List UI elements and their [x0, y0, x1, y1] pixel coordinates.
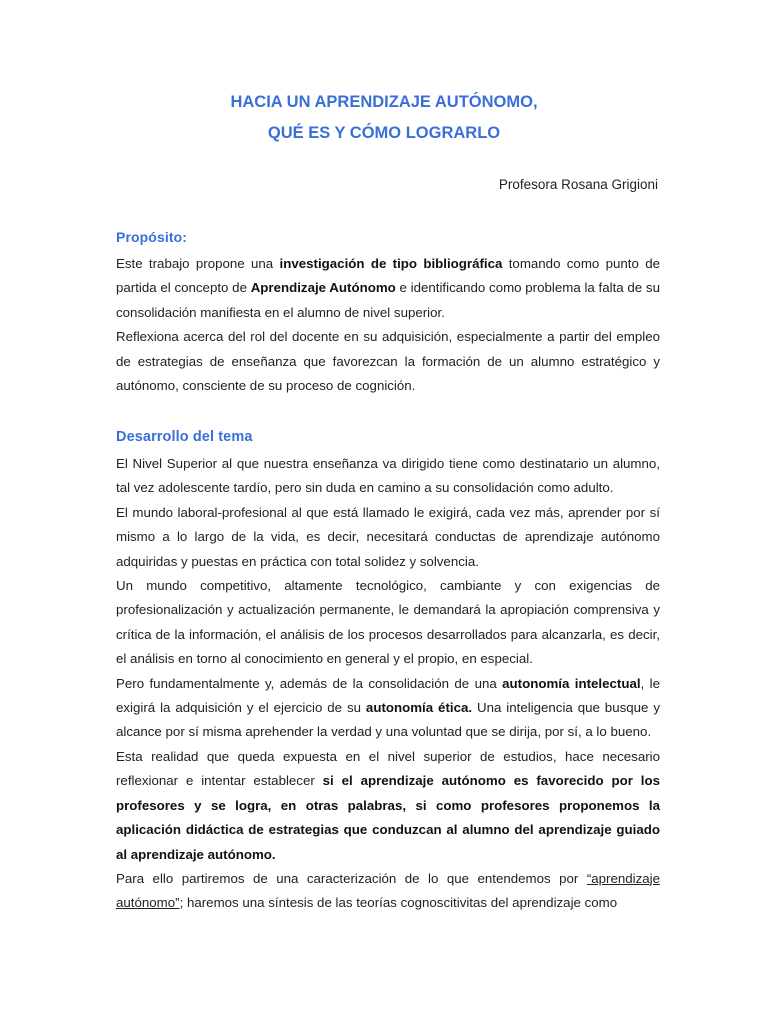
section-desarrollo-body [116, 452, 660, 916]
paragraph: El Nivel Superior al que nuestra enseñanza va dirigido tiene como destinatario un alumno, tal vez adolescente tardío, pero sin duda en camino a su consolidación como adulto. [116, 456, 660, 496]
text-run: Para ello partiremos de una caracterización de lo que entendemos por [116, 870, 587, 886]
bold-text: autonomía intelectual [502, 675, 641, 691]
bold-text: investigación de tipo bibliográfica [279, 256, 503, 271]
text-run: tomando como punto de partida el concepto de [116, 256, 661, 296]
text-run: e identificando como problema la falta de su consolidación manifiesta en el alumno de nivel superior. [116, 280, 660, 320]
paragraph [116, 745, 660, 867]
section-heading-proposito: Propósito: [116, 229, 187, 245]
paragraph [116, 867, 660, 916]
bold-text: Aprendizaje Autónomo [250, 280, 396, 296]
text-run: Una inteligencia que busque y alcance por sí misma aprehender la verdad y una voluntad que se dirija, por sí, a lo bueno. [116, 700, 660, 740]
paragraph [116, 252, 660, 325]
text-run: , le exigirá la adquisición y el ejercicio de su [116, 675, 660, 716]
paragraph: El mundo laboral-profesional al que está llamado le exigirá, cada vez más, aprender por sí mismo a lo largo de la vida, es decir, necesitará conductas de aprendizaje autónomo adquiridas y puestas en práctica con total solidez y solvencia. [116, 504, 660, 569]
section-proposito-body [116, 252, 660, 398]
text-run: Pero fundamentalmente y, además de la consolidación de una [116, 675, 503, 691]
paragraph [116, 672, 660, 745]
bold-text: autonomía ética. [365, 700, 473, 716]
paragraph: Reflexiona acerca del rol del docente en su adquisición, especialmente a partir del empleo de estrategias de enseñanza que favorezcan la formación de un alumno estratégico y autónomo, consciente de su proceso de cognición. [116, 329, 660, 394]
author-name: Profesora Rosana Grigioni [498, 177, 658, 192]
title-line-2: QUÉ ES Y CÓMO LOGRARLO [267, 124, 501, 142]
paragraph: Un mundo competitivo, altamente tecnológico, cambiante y con exigencias de profesionalización y actualización permanente, le demandará la apropiación comprensiva y crítica de la información, el análisis de los procesos desarrollados para alcanzarla, es decir, el análisis en torno al conocimiento en general y el propio, en especial. [116, 578, 660, 667]
text-run: Este trabajo propone una [116, 256, 280, 271]
underlined-term: “aprendizaje autónomo” [116, 870, 660, 911]
text-run: Esta realidad que queda expuesta en el nivel superior de estudios, hace necesario reflexionar e intentar establecer [116, 748, 660, 789]
section-heading-desarrollo: Desarrollo del tema [116, 429, 253, 445]
bold-text: si el aprendizaje autónomo es favorecido por los profesores y se logra, en otras palabras, si como profesores proponemos la aplicación didáctica de estrategias que conduzcan al alumno del aprendizaje guiado al aprendizaje autónomo. [116, 773, 660, 862]
text-run: ; haremos una síntesis de las teorías cognoscitivitas del aprendizaje como [179, 895, 618, 911]
title-line-1: HACIA UN APRENDIZAJE AUTÓNOMO, [230, 93, 538, 111]
